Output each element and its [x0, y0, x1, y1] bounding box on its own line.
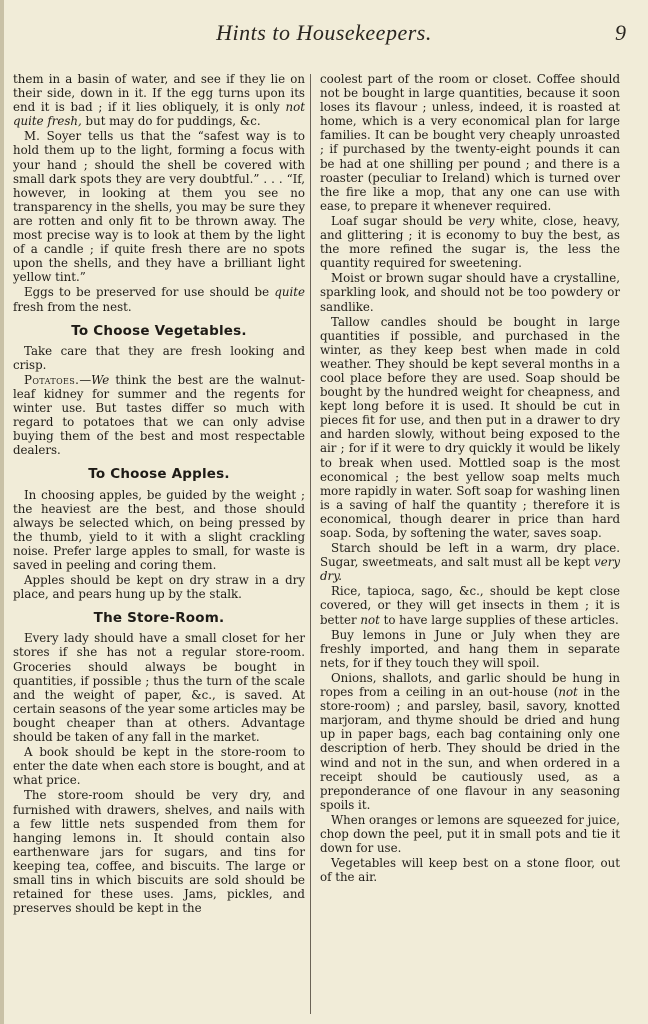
paragraph: Potatoes.—We think the best are the walnut-leaf kidney for summer and the regents for winter use. But tastes differ so much with regard to potatoes that we can only advise buying them of the best and most respectable dealers.: [13, 372, 305, 458]
running-title: Hints to Housekeepers.: [216, 20, 432, 45]
page-number: 9: [615, 20, 626, 45]
paragraph: A book should be kept in the store-room to enter the date when each store is bought, and at what price.: [13, 745, 306, 788]
paragraph: them in a basin of water, and see if they lie on their side, down in it. If the egg turns upon its end it is bad ; if it lies obliquely, it is only not quite fresh, but may do for puddings, &c.: [13, 72, 305, 129]
column-divider: [310, 74, 311, 1014]
section-heading-store-room: The Store-Room.: [93, 610, 225, 627]
paragraph: Moist or brown sugar should have a crystalline, sparkling look, and should not be too powdery or sandlike.: [320, 271, 620, 314]
paragraph: Tallow candles should be bought in large quantities if possible, and purchased in the winter, as they keep best when made in cold weather. They should be kept several months in a cool place before they are used. Soap should be bought by the hundred weight for cheapness, and kept long before it is used. It should be cut in pieces fit for use, and then put in a drawer to dry and harden slowly, without being exposed to the air ; for if it were to dry quickly it would be likely to break when used. Mottled soap is the most economical ; the best yellow soap melts much more rapidly in water. Soft soap for washing linen is a saving of half the quantity ; therefore it is economical, though dearer in price than hard soap. Soda, by softening the water, saves soap.: [320, 314, 620, 540]
paragraph: Rice, tapioca, sago, &c., should be kept close covered, or they will get insects in them ; it is better not to have large supplies of these articles.: [320, 584, 620, 627]
paragraph: In choosing apples, be guided by the weight ; the heaviest are the best, and those should always be selected which, on being pressed by the thumb, yield to it with a slight crackling noise. Prefer large apples to small, for waste is saved in peeling and coring them.: [13, 487, 305, 572]
right-column: [320, 72, 620, 885]
paragraph: Every lady should have a small closet for her stores if she has not a regular store-room. Groceries should always be bought in quantities, if possible ; thus the turn of the scale and the weight of paper, &c., is saved. At certain seasons of the year some articles may be bought cheaper than at others. Advantage should be taken of any fall in the market.: [13, 631, 305, 745]
left-column: [13, 72, 305, 916]
paragraph: M. Soyer tells us that the “safest way is to hold them up to the light, forming a focus with your hand ; should the shell be covered with small dark spots they are very doubtful.” . . . “If, however, in looking at them you see no transparency in the shells, you may be sure they are rotten and only fit to be thrown away. The most precise way is to look at them by the light of a candle ; if quite fresh there are no spots upon the shells, and they have a brilliant light yellow tint.”: [13, 129, 305, 285]
page-header: [0, 18, 648, 58]
paragraph: Take care that they are fresh looking and crisp.: [13, 343, 305, 372]
paragraph: Starch should be left in a warm, dry place. Sugar, sweetmeats, and salt must all be kept very dry.: [320, 541, 620, 584]
paragraph: Eggs to be preserved for use should be quite fresh from the nest.: [13, 285, 305, 314]
paragraph: Loaf sugar should be very white, close, heavy, and glittering ; it is economy to buy the best, as the more refined the sugar is, the less the quantity required for sweetening.: [320, 213, 621, 271]
section-heading-vegetables: To Choose Vegetables.: [71, 322, 247, 339]
page-edge-shadow: [0, 0, 4, 1024]
paragraph: The store-room should be very dry, and furnished with drawers, shelves, and nails with a few little nets suspended from them for hanging lemons in. It should contain also earthenware jars for sugars, and tins for keeping tea, coffee, and biscuits. The large or small tins in which biscuits are sold should be retained for these uses. Jams, pickles, and preserves should be kept in the: [13, 788, 305, 916]
paragraph: When oranges or lemons are squeezed for juice, chop down the peel, put it in small pots and tie it down for use.: [320, 812, 620, 856]
paragraph: coolest part of the room or closet. Coffee should not be bought in large quantities, because it soon loses its flavour ; unless, indeed, it is roasted at home, which is a very economical plan for large families. It can be bought very cheaply unroasted ; if purchased by the twenty-eight pounds it can be had at one shilling per pound ; and there is a roaster (peculiar to Ireland) which is turned over the fire like a mop, that any one can use with ease, to prepare it whenever required.: [320, 72, 620, 213]
paragraph: Apples should be kept on dry straw in a dry place, and pears hung up by the stalk.: [13, 573, 305, 602]
paragraph: Onions, shallots, and garlic should be hung in ropes from a ceiling in an out-house (not in the store-room) ; and parsley, basil, savory, knotted marjoram, and thyme should be dried and hung up in paper bags, each bag containing only one description of herb. They should be dried in the wind and not in the sun, and when ordered in a receipt should be cautiously used, as a preponderance of one flavour in any seasoning spoils it.: [320, 670, 620, 812]
section-heading-apples: To Choose Apples.: [88, 466, 230, 483]
paragraph: Vegetables will keep best on a stone floor, out of the air.: [320, 856, 620, 885]
paragraph: Buy lemons in June or July when they are freshly imported, and hang them in separate nets, for if they touch they will spoil.: [320, 627, 620, 670]
